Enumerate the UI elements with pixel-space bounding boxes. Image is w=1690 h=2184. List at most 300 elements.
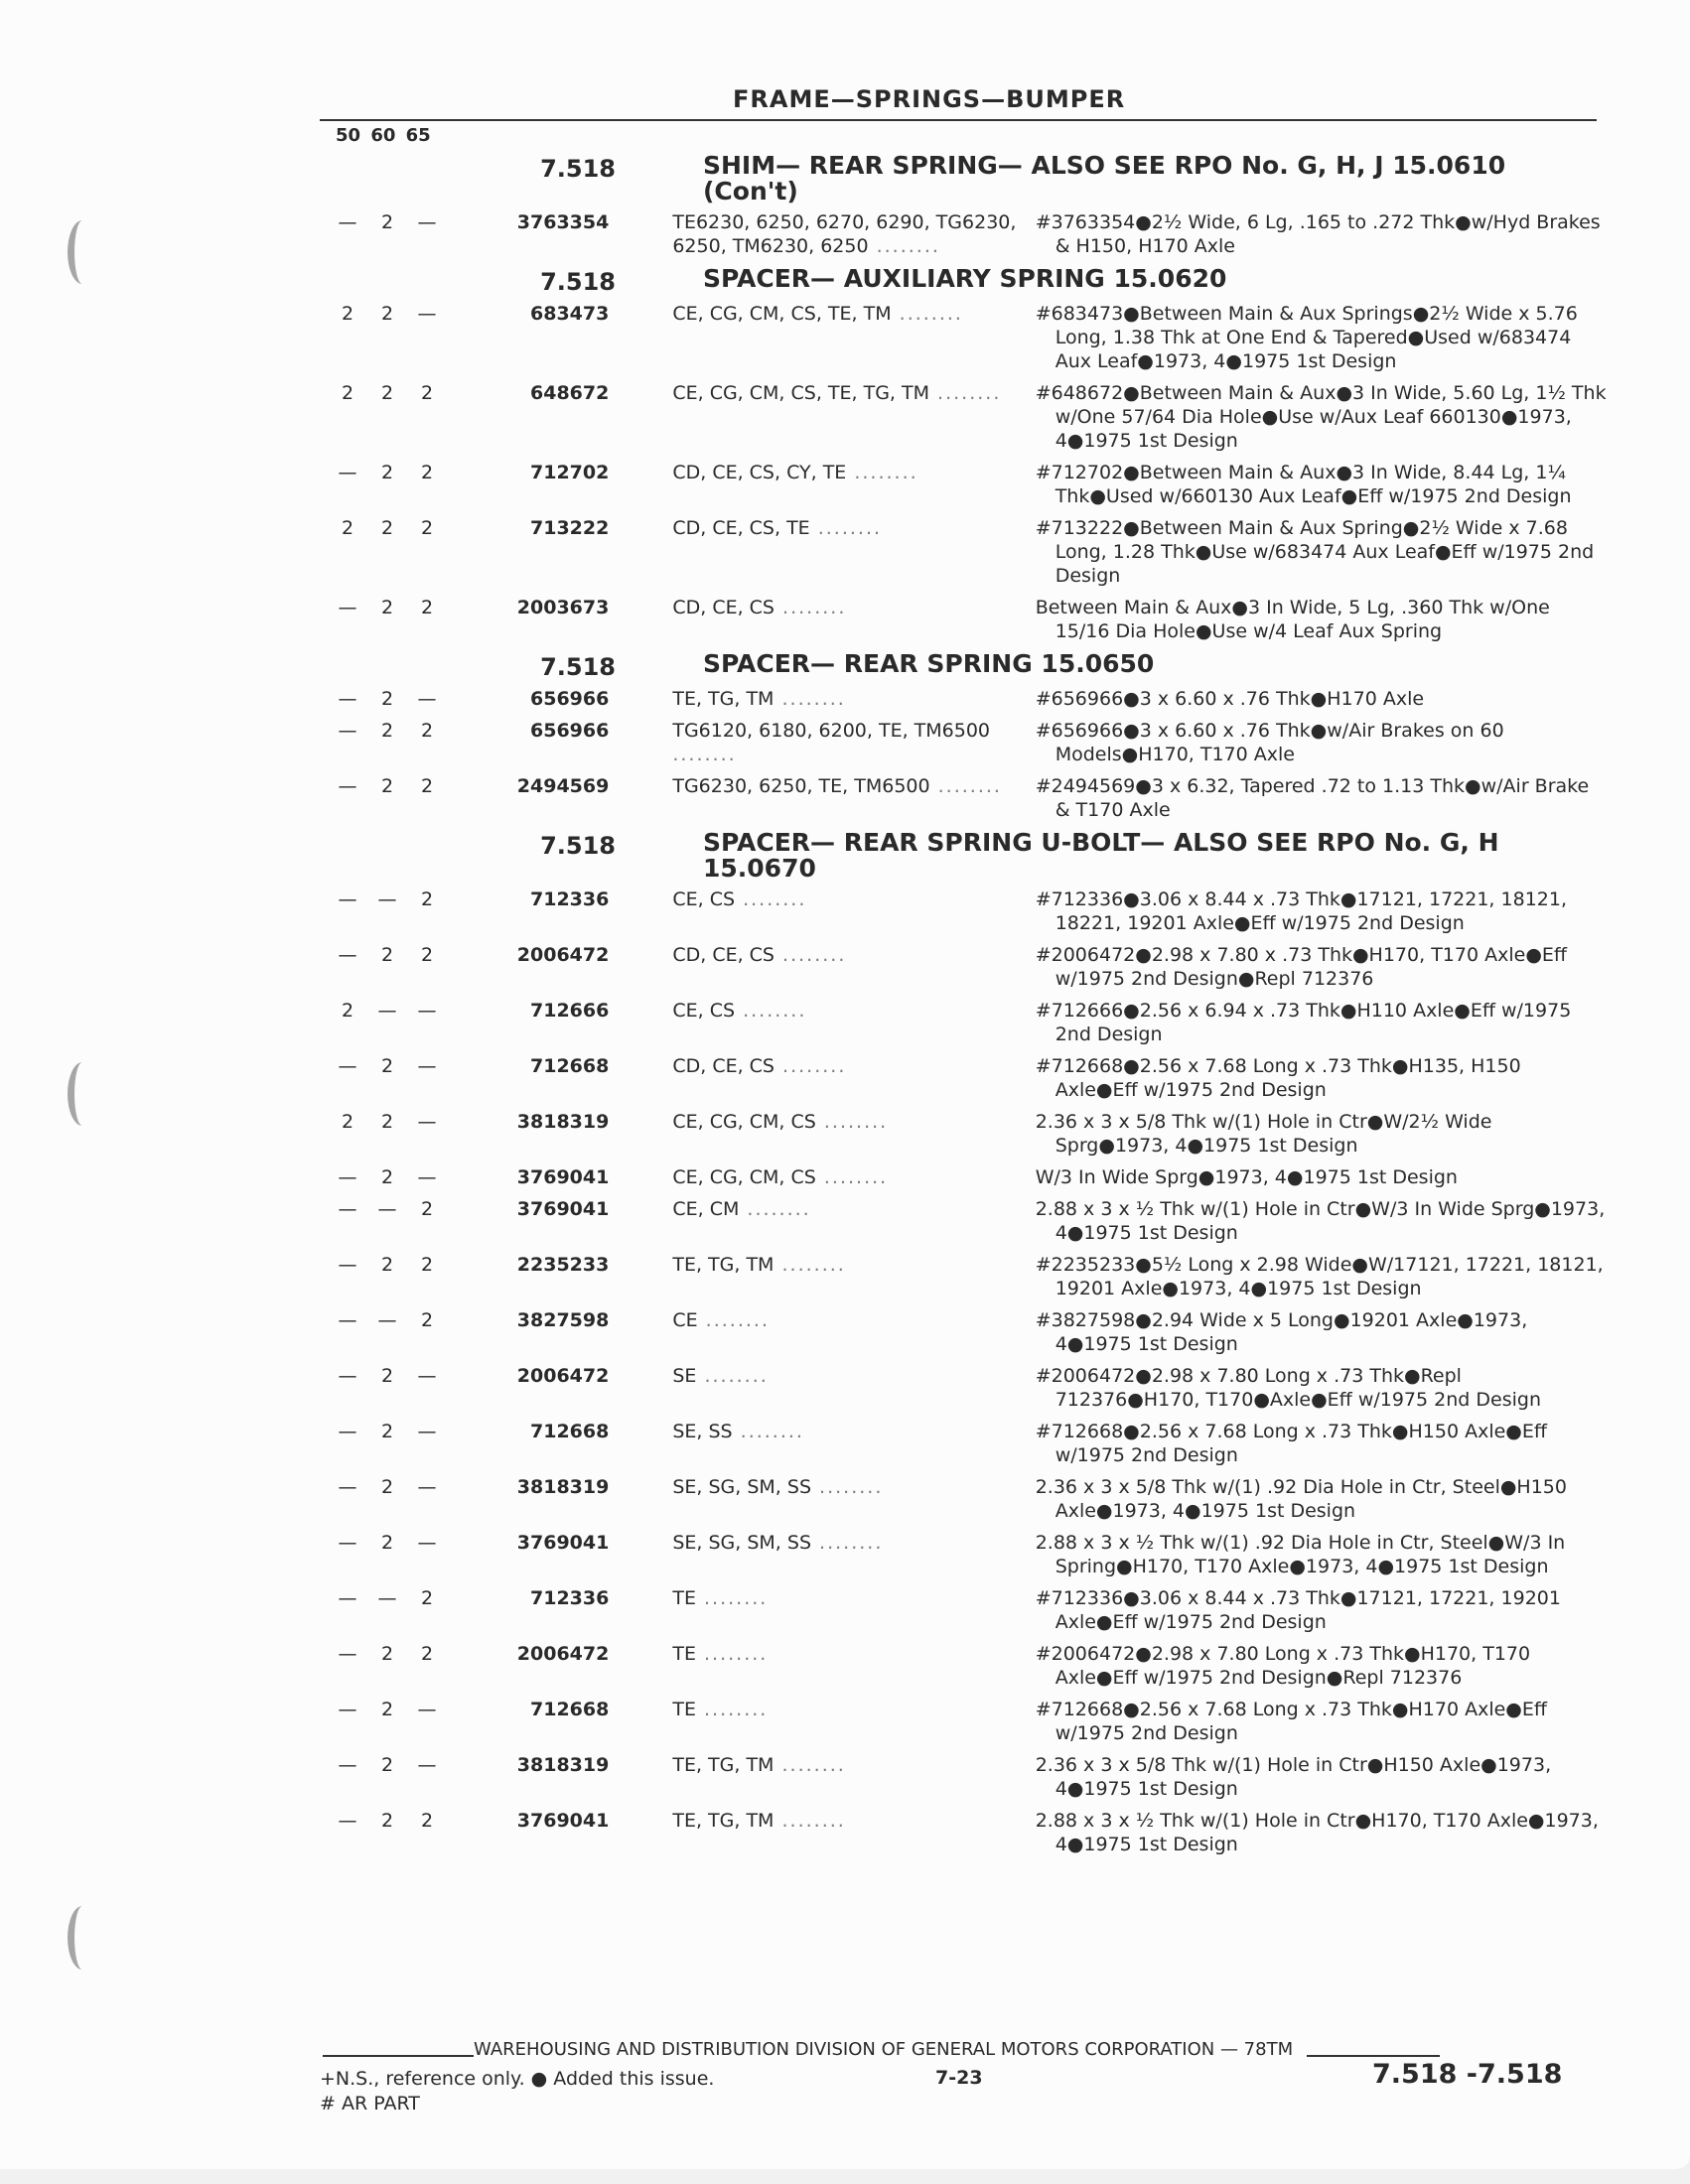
part-description: 2.88 x 3 x ½ Thk w/(1) Hole in Ctr●H170, T170 Axle●1973, 4●1975 1st Design	[1035, 1810, 1599, 1855]
part-description: #2006472●2.98 x 7.80 Long x .73 Thk●H170, T170 Axle●Eff w/1975 2nd Design●Repl 712376	[1035, 1643, 1531, 1689]
model-text: SE, SS	[672, 1421, 733, 1442]
usage-flag: —	[417, 1532, 437, 1554]
footer-rule-left	[323, 2055, 474, 2057]
part-description: #3763354●2½ Wide, 6 Lg, .165 to .272 Thk●w/Hyd Brakes & H150, H170 Axle	[1035, 211, 1601, 257]
group-number: 7.518	[540, 653, 616, 681]
usage-flag: 2	[341, 1000, 354, 1022]
usage-flags	[328, 1809, 447, 1833]
part-number: 2006472	[516, 944, 610, 966]
model-list	[672, 1531, 1029, 1555]
part-row	[328, 1475, 1609, 1523]
part-row	[328, 516, 1609, 588]
usage-flag: —	[338, 720, 357, 742]
usage-flags	[328, 210, 447, 234]
usage-flags	[328, 516, 447, 540]
leader-dots: ........	[929, 382, 1002, 404]
usage-flag: —	[338, 1198, 357, 1220]
parts-list	[328, 149, 1609, 1864]
usage-flag: —	[338, 944, 357, 966]
part-number: 3827598	[516, 1309, 610, 1331]
model-list	[672, 1110, 1029, 1134]
usage-flags	[328, 1420, 447, 1443]
usage-flag: 2	[380, 1421, 394, 1442]
usage-flag: 2	[341, 517, 354, 539]
model-text: TG6230, 6250, TE, TM6500	[672, 775, 930, 797]
usage-flag: 2	[380, 597, 394, 618]
part-description: Between Main & Aux●3 In Wide, 5 Lg, .360 Thk w/One 15/16 Dia Hole●Use w/4 Leaf Aux Spring	[1035, 597, 1550, 642]
binder-hole	[68, 220, 97, 284]
usage-flags	[328, 1110, 447, 1134]
binder-hole	[68, 1906, 97, 1970]
usage-flag: 2	[420, 944, 434, 966]
usage-flag: —	[338, 1421, 357, 1442]
page-title: FRAME—SPRINGS—BUMPER	[733, 85, 1126, 113]
binder-hole	[68, 1062, 97, 1126]
part-row	[328, 719, 1609, 766]
model-text: SE, SG, SM, SS	[672, 1476, 812, 1498]
usage-flag: —	[417, 688, 437, 710]
usage-flags	[328, 1054, 447, 1078]
leader-dots: ........	[774, 1810, 846, 1832]
part-number: 2003673	[516, 597, 610, 618]
part-row	[328, 1586, 1609, 1634]
model-list	[672, 1308, 1029, 1332]
usage-flags	[328, 302, 447, 326]
model-list	[672, 1253, 1029, 1277]
leader-dots: ........	[846, 462, 918, 483]
model-text: CE, CG, CM, CS	[672, 1111, 816, 1133]
model-list	[672, 302, 1029, 326]
group-header	[328, 266, 1609, 296]
part-number: 3818319	[516, 1476, 610, 1498]
usage-flags	[328, 1197, 447, 1221]
model-year-columns: 50 60 65	[336, 125, 431, 146]
usage-flags	[328, 1642, 447, 1666]
usage-flag: —	[338, 1810, 357, 1832]
model-list	[672, 1698, 1029, 1721]
usage-flag: 2	[420, 720, 434, 742]
model-text: CD, CE, CS	[672, 597, 775, 618]
part-number: 712336	[530, 888, 610, 910]
model-list	[672, 210, 1029, 258]
usage-flag: 2	[380, 1254, 394, 1276]
usage-flag: —	[417, 1166, 437, 1188]
footer-division: WAREHOUSING AND DISTRIBUTION DIVISION OF GENERAL MOTORS CORPORATION — 78TM	[474, 2039, 1294, 2060]
leader-dots: ........	[774, 688, 846, 710]
usage-flag: 2	[420, 1643, 434, 1665]
leader-dots: ........	[732, 1421, 804, 1442]
group-title: SPACER— AUXILIARY SPRING 15.0620	[703, 264, 1227, 293]
usage-flag: 2	[420, 888, 434, 910]
model-list	[672, 887, 1029, 911]
leader-dots: ........	[696, 1365, 769, 1387]
part-row	[328, 1110, 1609, 1158]
leader-dots: ........	[739, 1198, 811, 1220]
group-title: SPACER— REAR SPRING U-BOLT— ALSO SEE RPO No. G, H 15.0670	[703, 828, 1499, 883]
usage-flag: —	[417, 1365, 437, 1387]
part-number: 712668	[530, 1421, 610, 1442]
part-row	[328, 887, 1609, 935]
part-description: #2006472●2.98 x 7.80 x .73 Thk●H170, T170 Axle●Eff w/1975 2nd Design●Repl 712376	[1035, 944, 1567, 990]
usage-flags	[328, 381, 447, 405]
part-row	[328, 1753, 1609, 1801]
leader-dots: ........	[695, 1699, 769, 1720]
header-rule	[320, 119, 1597, 121]
usage-flag: 2	[420, 517, 434, 539]
part-row	[328, 1197, 1609, 1245]
part-row	[328, 774, 1609, 822]
part-description: #713222●Between Main & Aux Spring●2½ Wide x 7.68 Long, 1.28 Thk●Use w/683474 Aux Leaf●Eff w/1975 2nd Design	[1035, 517, 1595, 587]
usage-flag: —	[338, 1309, 357, 1331]
part-row	[328, 999, 1609, 1046]
model-list	[672, 596, 1029, 619]
model-text: CD, CE, CS, CY, TE	[672, 462, 847, 483]
model-text: TE	[672, 1587, 696, 1609]
part-number: 3769041	[516, 1166, 610, 1188]
usage-flag: —	[417, 1476, 437, 1498]
usage-flag: —	[377, 1587, 397, 1609]
usage-flag: 2	[380, 688, 394, 710]
usage-flags	[328, 774, 447, 798]
usage-flag: 2	[420, 1254, 434, 1276]
part-row	[328, 1308, 1609, 1356]
parts-group	[328, 153, 1609, 258]
model-text: SE	[672, 1365, 697, 1387]
usage-flag: —	[417, 1421, 437, 1442]
group-range: 7.518 -7.518	[1372, 2059, 1563, 2090]
usage-flag: —	[417, 1699, 437, 1720]
part-description: #2235233●5½ Long x 2.98 Wide●W/17121, 17221, 18121, 19201 Axle●1973, 4●1975 1st Design	[1035, 1254, 1604, 1299]
footer-rule-right	[1307, 2055, 1440, 2057]
model-text: CD, CE, CS	[672, 1055, 775, 1077]
part-description: 2.88 x 3 x ½ Thk w/(1) .92 Dia Hole in Ctr, Steel●W/3 In Spring●H170, T170 Axle●1973, 4●1975 1st Design	[1035, 1532, 1566, 1577]
part-row	[328, 302, 1609, 373]
part-description: 2.36 x 3 x 5/8 Thk w/(1) .92 Dia Hole in Ctr, Steel●H150 Axle●1973, 4●1975 1st Design	[1035, 1476, 1567, 1522]
leader-dots: ........	[929, 775, 1002, 797]
model-list	[672, 1586, 1029, 1610]
usage-flag: —	[338, 1643, 357, 1665]
usage-flag: —	[377, 1198, 397, 1220]
part-row	[328, 943, 1609, 991]
usage-flag: 2	[380, 1643, 394, 1665]
usage-flag: —	[338, 1254, 357, 1276]
part-row	[328, 210, 1609, 258]
group-number: 7.518	[540, 155, 616, 183]
leader-dots: ........	[775, 944, 847, 966]
usage-flag: 2	[420, 1587, 434, 1609]
part-number: 713222	[530, 517, 610, 539]
part-description: #656966●3 x 6.60 x .76 Thk●H170 Axle	[1035, 688, 1425, 710]
usage-flags	[328, 999, 447, 1023]
part-number: 2006472	[516, 1365, 610, 1387]
usage-flag: 2	[420, 1810, 434, 1832]
model-text: TE, TG, TM	[672, 1254, 775, 1276]
model-text: CD, CE, CS, TE	[672, 517, 810, 539]
model-text: CE, CG, CM, CS	[672, 1166, 816, 1188]
part-description: #2494569●3 x 6.32, Tapered .72 to 1.13 Thk●w/Air Brake & T170 Axle	[1035, 775, 1590, 821]
leader-dots: ........	[774, 1254, 846, 1276]
footer-division-line	[323, 2039, 1592, 2060]
model-list	[672, 381, 1029, 405]
model-list	[672, 999, 1029, 1023]
part-number: 648672	[530, 382, 610, 404]
part-description: #656966●3 x 6.60 x .76 Thk●w/Air Brakes on 60 Models●H170, T170 Axle	[1035, 720, 1504, 765]
part-number: 683473	[530, 303, 610, 325]
leader-dots: ........	[695, 1643, 769, 1665]
usage-flag: —	[338, 1754, 357, 1776]
parts-group	[328, 830, 1609, 1856]
part-row	[328, 1531, 1609, 1578]
leader-dots: ........	[811, 1476, 884, 1498]
group-header	[328, 153, 1609, 205]
group-title: SPACER— REAR SPRING 15.0650	[703, 649, 1155, 678]
usage-flags	[328, 1165, 447, 1189]
usage-flag: 2	[420, 597, 434, 618]
usage-flag: —	[417, 303, 437, 325]
part-number: 3763354	[516, 211, 610, 233]
usage-flag: 2	[420, 1309, 434, 1331]
part-description: #683473●Between Main & Aux Springs●2½ Wide x 5.76 Long, 1.38 Thk at One End & Tapered●Used w/683474 Aux Leaf●1973, 4●1975 1st Design	[1035, 303, 1578, 372]
model-text: TE, TG, TM	[672, 1810, 775, 1832]
usage-flag: 2	[380, 1111, 394, 1133]
part-number: 2006472	[516, 1643, 610, 1665]
part-description: #712666●2.56 x 6.94 x .73 Thk●H110 Axle●Eff w/1975 2nd Design	[1035, 1000, 1572, 1045]
leader-dots: ........	[775, 1055, 847, 1077]
usage-flag: 2	[380, 303, 394, 325]
model-list	[672, 461, 1029, 484]
model-text: CE	[672, 1309, 698, 1331]
usage-flag: 2	[420, 462, 434, 483]
model-list	[672, 1054, 1029, 1078]
part-row	[328, 1642, 1609, 1690]
part-description: #3827598●2.94 Wide x 5 Long●19201 Axle●1973, 4●1975 1st Design	[1035, 1309, 1528, 1355]
usage-flag: —	[338, 1365, 357, 1387]
usage-flag: 2	[380, 382, 394, 404]
model-text: TE6230, 6250, 6270, 6290, TG6230, 6250, TM6230, 6250	[672, 211, 1017, 257]
model-list	[672, 1420, 1029, 1443]
leader-dots: ........	[811, 1532, 884, 1554]
part-row	[328, 461, 1609, 508]
part-description: #712668●2.56 x 7.68 Long x .73 Thk●H135, H150 Axle●Eff w/1975 2nd Design	[1035, 1055, 1521, 1101]
usage-flag: —	[377, 1309, 397, 1331]
part-description: #712702●Between Main & Aux●3 In Wide, 8.44 Lg, 1¼ Thk●Used w/660130 Aux Leaf●Eff w/1975 2nd Design	[1035, 462, 1572, 507]
part-description: 2.36 x 3 x 5/8 Thk w/(1) Hole in Ctr●H150 Axle●1973, 4●1975 1st Design	[1035, 1754, 1552, 1800]
usage-flag: —	[338, 462, 357, 483]
usage-flag: —	[338, 1587, 357, 1609]
part-row	[328, 1809, 1609, 1856]
part-number: 3769041	[516, 1532, 610, 1554]
usage-flag: —	[417, 1111, 437, 1133]
footnotes	[320, 2067, 714, 2116]
part-row	[328, 1698, 1609, 1745]
usage-flag: 2	[380, 720, 394, 742]
model-text: TE	[672, 1699, 696, 1720]
usage-flag: 2	[420, 1198, 434, 1220]
model-text: CE, CM	[672, 1198, 740, 1220]
page-number: 7-23	[935, 2067, 983, 2089]
usage-flags	[328, 1586, 447, 1610]
usage-flag: —	[338, 775, 357, 797]
part-description: #712336●3.06 x 8.44 x .73 Thk●17121, 17221, 19201 Axle●Eff w/1975 2nd Design	[1035, 1587, 1561, 1633]
group-title: SHIM— REAR SPRING— ALSO SEE RPO No. G, H, J 15.0610 (Con't)	[703, 151, 1506, 205]
part-row	[328, 1165, 1609, 1189]
usage-flag: —	[338, 888, 357, 910]
part-description: #712336●3.06 x 8.44 x .73 Thk●17121, 17221, 18121, 18221, 19201 Axle●Eff w/1975 2nd Design	[1035, 888, 1567, 934]
model-list	[672, 1197, 1029, 1221]
usage-flag: —	[338, 1699, 357, 1720]
leader-dots: ........	[809, 517, 883, 539]
usage-flag: —	[338, 1166, 357, 1188]
leader-dots: ........	[735, 1000, 807, 1022]
model-list	[672, 687, 1029, 711]
group-number: 7.518	[540, 832, 616, 860]
parts-group	[328, 651, 1609, 822]
usage-flag: 2	[380, 1699, 394, 1720]
usage-flag: 2	[380, 211, 394, 233]
usage-flag: —	[377, 888, 397, 910]
usage-flags	[328, 596, 447, 619]
leader-dots: ........	[815, 1166, 889, 1188]
group-header	[328, 830, 1609, 882]
usage-flags	[328, 887, 447, 911]
leader-dots: ........	[815, 1111, 889, 1133]
model-text: CE, CS	[672, 888, 736, 910]
model-list	[672, 1753, 1029, 1777]
model-list	[672, 1475, 1029, 1499]
usage-flags	[328, 461, 447, 484]
usage-flag: 2	[380, 775, 394, 797]
part-description: W/3 In Wide Sprg●1973, 4●1975 1st Design	[1035, 1166, 1458, 1188]
usage-flags	[328, 1364, 447, 1388]
usage-flag: —	[417, 1000, 437, 1022]
footnote-ns: +N.S., reference only. ● Added this issue.	[320, 2068, 715, 2090]
model-list	[672, 1364, 1029, 1388]
model-list	[672, 719, 1029, 766]
part-number: 712702	[530, 462, 610, 483]
usage-flags	[328, 943, 447, 967]
part-number: 2235233	[516, 1254, 610, 1276]
usage-flag: 2	[420, 382, 434, 404]
part-row	[328, 381, 1609, 453]
part-row	[328, 687, 1609, 711]
part-number: 3818319	[516, 1754, 610, 1776]
part-number: 712336	[530, 1587, 610, 1609]
model-list	[672, 774, 1029, 798]
usage-flag: 2	[380, 462, 394, 483]
part-number: 656966	[530, 720, 610, 742]
usage-flag: —	[417, 1754, 437, 1776]
model-text: CE, CG, CM, CS, TE, TG, TM	[672, 382, 930, 404]
model-text: SE, SG, SM, SS	[672, 1532, 812, 1554]
model-text: CD, CE, CS	[672, 944, 775, 966]
model-list	[672, 1809, 1029, 1833]
part-description: 2.88 x 3 x ½ Thk w/(1) Hole in Ctr●W/3 In Wide Sprg●1973, 4●1975 1st Design	[1035, 1198, 1606, 1244]
usage-flag: 2	[380, 517, 394, 539]
usage-flag: —	[338, 1055, 357, 1077]
part-number: 2494569	[516, 775, 610, 797]
usage-flag: 2	[380, 1365, 394, 1387]
part-row	[328, 1253, 1609, 1300]
usage-flag: 2	[380, 1754, 394, 1776]
model-text: CE, CG, CM, CS, TE, TM	[672, 303, 892, 325]
usage-flags	[328, 1753, 447, 1777]
usage-flags	[328, 1531, 447, 1555]
part-row	[328, 1054, 1609, 1102]
part-number: 656966	[530, 688, 610, 710]
part-row	[328, 1420, 1609, 1467]
part-description: #712668●2.56 x 7.68 Long x .73 Thk●H150 Axle●Eff w/1975 2nd Design	[1035, 1421, 1547, 1466]
usage-flag: —	[377, 1000, 397, 1022]
part-description: #648672●Between Main & Aux●3 In Wide, 5.60 Lg, 1½ Thk w/One 57/64 Dia Hole●Use w/Aux Leaf 660130●1973, 4●1975 1st Design	[1035, 382, 1607, 452]
usage-flag: 2	[341, 303, 354, 325]
usage-flag: 2	[380, 1476, 394, 1498]
usage-flag: 2	[341, 1111, 354, 1133]
leader-dots: ........	[697, 1309, 770, 1331]
usage-flag: —	[338, 1476, 357, 1498]
parts-group	[328, 266, 1609, 643]
model-text: TE, TG, TM	[672, 1754, 775, 1776]
usage-flag: 2	[420, 775, 434, 797]
model-list	[672, 943, 1029, 967]
usage-flags	[328, 1698, 447, 1721]
part-number: 3769041	[516, 1198, 610, 1220]
usage-flag: —	[417, 1055, 437, 1077]
usage-flag: —	[338, 211, 357, 233]
leader-dots: ........	[891, 303, 963, 325]
part-description: 2.36 x 3 x 5/8 Thk w/(1) Hole in Ctr●W/2½ Wide Sprg●1973, 4●1975 1st Design	[1035, 1111, 1492, 1157]
part-number: 3818319	[516, 1111, 610, 1133]
leader-dots: ........	[774, 1754, 846, 1776]
model-text: CE, CS	[672, 1000, 736, 1022]
usage-flag: 2	[380, 1055, 394, 1077]
part-number: 3769041	[516, 1810, 610, 1832]
part-number: 712668	[530, 1699, 610, 1720]
group-header	[328, 651, 1609, 681]
usage-flag: 2	[341, 382, 354, 404]
leader-dots: ........	[735, 888, 807, 910]
part-row	[328, 596, 1609, 643]
model-list	[672, 1165, 1029, 1189]
usage-flag: 2	[380, 1532, 394, 1554]
part-row	[328, 1364, 1609, 1412]
footnote-ar-part: # AR PART	[320, 2093, 420, 2115]
usage-flag: —	[338, 597, 357, 618]
leader-dots: ........	[695, 1587, 769, 1609]
usage-flag: 2	[380, 944, 394, 966]
usage-flags	[328, 719, 447, 743]
leader-dots: ........	[672, 744, 737, 765]
usage-flag: —	[338, 688, 357, 710]
usage-flags	[328, 687, 447, 711]
part-description: #712668●2.56 x 7.68 Long x .73 Thk●H170 Axle●Eff w/1975 2nd Design	[1035, 1699, 1547, 1744]
leader-dots: ........	[868, 235, 940, 257]
model-text: TG6120, 6180, 6200, TE, TM6500	[672, 720, 991, 742]
model-list	[672, 516, 1029, 540]
model-text: TE, TG, TM	[672, 688, 775, 710]
group-number: 7.518	[540, 268, 616, 296]
part-number: 712666	[530, 1000, 610, 1022]
usage-flag: —	[338, 1532, 357, 1554]
model-text: TE	[672, 1643, 696, 1665]
usage-flags	[328, 1308, 447, 1332]
usage-flags	[328, 1475, 447, 1499]
leader-dots: ........	[775, 597, 847, 618]
model-list	[672, 1642, 1029, 1666]
usage-flag: —	[417, 211, 437, 233]
usage-flags	[328, 1253, 447, 1277]
part-number: 712668	[530, 1055, 610, 1077]
usage-flag: 2	[380, 1166, 394, 1188]
